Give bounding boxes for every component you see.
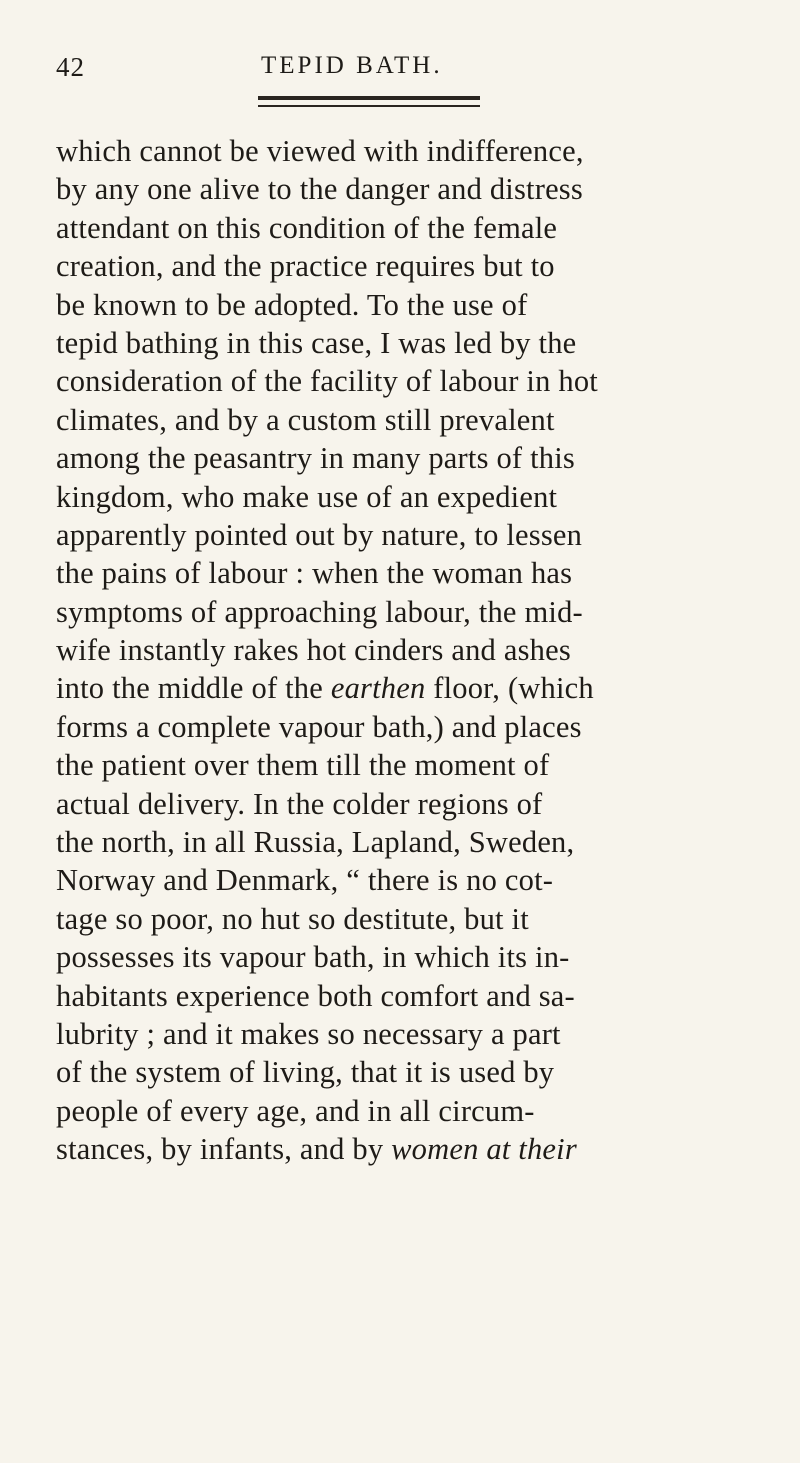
text-line xyxy=(56,669,746,707)
text-line: tepid bathing in this case, I was led by the xyxy=(56,325,577,360)
running-title: TEPID BATH. xyxy=(261,52,443,79)
text-line: wife instantly rakes hot cinders and ashes xyxy=(56,633,571,668)
italic-phrase: women at their xyxy=(391,1132,577,1167)
text-line: creation, and the practice requires but to xyxy=(56,249,555,284)
text-line: people of every age, and in all circum- xyxy=(56,1093,535,1128)
head-rule-thick xyxy=(258,96,480,100)
page-number: 42 xyxy=(56,52,85,82)
text-line: actual delivery. In the colder regions of xyxy=(56,786,543,821)
head-rule-thin xyxy=(258,105,480,107)
text-line: by any one alive to the danger and distress xyxy=(56,172,583,207)
text-line: lubrity ; and it makes so necessary a part xyxy=(56,1016,561,1051)
text-line: of the system of living, that it is used by xyxy=(56,1055,555,1090)
body-text xyxy=(56,132,746,1169)
text-line: attendant on this condition of the female xyxy=(56,210,558,245)
text-line: consideration of the facility of labour in hot xyxy=(56,364,598,399)
text-line: among the peasantry in many parts of this xyxy=(56,441,575,476)
text-line: kingdom, who make use of an expedient xyxy=(56,479,558,514)
text-line: habitants experience both comfort and sa- xyxy=(56,978,575,1013)
text-line: the north, in all Russia, Lapland, Sweden, xyxy=(56,825,575,860)
text-segment: stances, by infants, and by xyxy=(56,1132,384,1167)
running-head xyxy=(56,48,746,88)
text-segment: into the middle of the xyxy=(56,671,323,706)
text-line: climates, and by a custom still prevalent xyxy=(56,402,555,437)
italic-word: earthen xyxy=(330,671,426,706)
text-line: Norway and Denmark, “ there is no cot- xyxy=(56,863,554,898)
text-line: which cannot be viewed with indifference, xyxy=(56,134,584,168)
text-segment: floor, (which xyxy=(433,671,594,706)
text-line: the pains of labour : when the woman has xyxy=(56,556,573,591)
text-line: forms a complete vapour bath,) and places xyxy=(56,709,582,744)
text-line: the patient over them till the moment of xyxy=(56,748,550,783)
text-line: apparently pointed out by nature, to lessen xyxy=(56,517,583,552)
text-line: possesses its vapour bath, in which its in- xyxy=(56,940,570,975)
text-line: symptoms of approaching labour, the mid- xyxy=(56,594,583,629)
text-line: tage so poor, no hut so destitute, but it xyxy=(56,901,529,936)
text-line xyxy=(56,1130,746,1168)
text-line: be known to be adopted. To the use of xyxy=(56,287,528,322)
